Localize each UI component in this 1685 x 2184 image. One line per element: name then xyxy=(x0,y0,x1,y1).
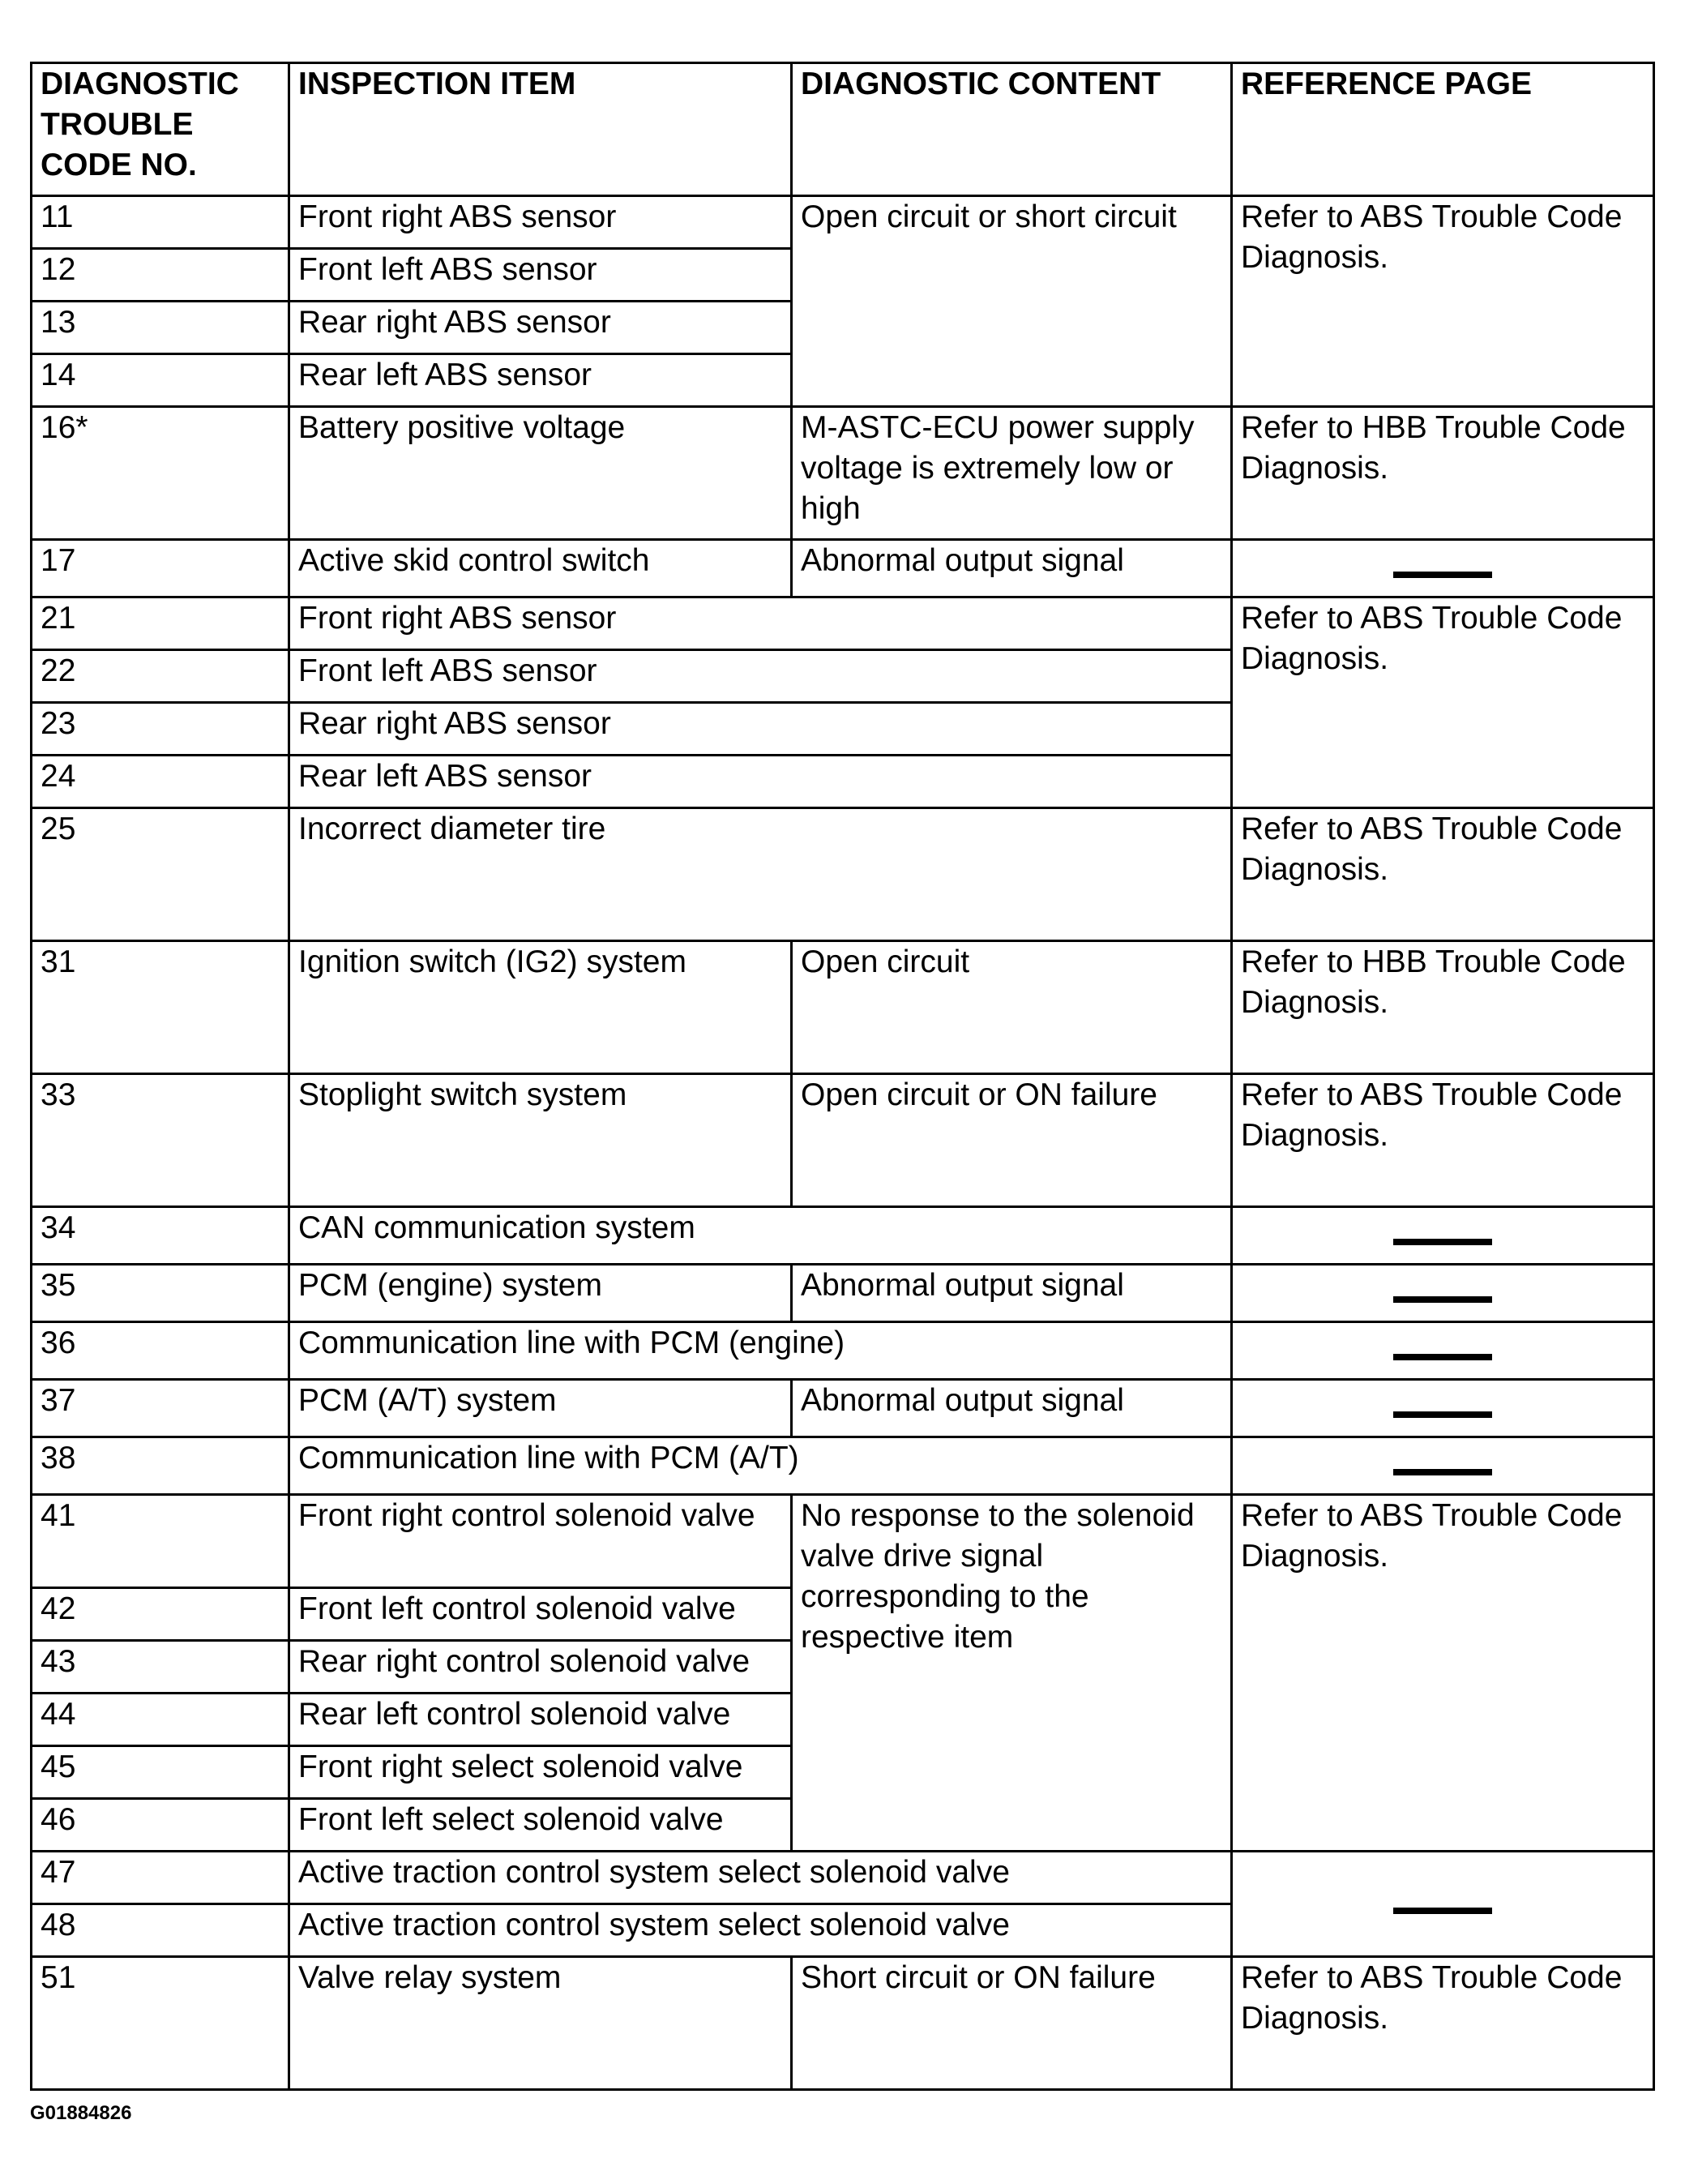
code-cell: 51 xyxy=(32,1957,289,2090)
header-inspection-item: INSPECTION ITEM xyxy=(289,63,792,196)
reference-cell xyxy=(1232,1852,1654,1957)
reference-cell xyxy=(1232,1265,1654,1322)
table-row xyxy=(32,407,1654,540)
item-cell: Rear right ABS sensor xyxy=(289,302,792,354)
dash-mark xyxy=(1393,1469,1492,1475)
code-cell: 14 xyxy=(32,354,289,407)
dash-mark xyxy=(1393,1411,1492,1418)
table-row xyxy=(32,1957,1654,2090)
reference-cell xyxy=(1232,540,1654,597)
item-cell: Active traction control system select solenoid valve xyxy=(289,1852,1232,1904)
item-cell: Battery positive voltage xyxy=(289,407,792,540)
dash-mark xyxy=(1393,1354,1492,1360)
code-cell: 13 xyxy=(32,302,289,354)
item-cell: Front right control solenoid valve xyxy=(289,1495,792,1588)
item-cell: Valve relay system xyxy=(289,1957,792,2090)
dash-mark xyxy=(1393,572,1492,578)
code-cell: 46 xyxy=(32,1799,289,1852)
content-cell: M-ASTC-ECU power supply voltage is extremely low or high xyxy=(792,407,1232,540)
reference-cell: Refer to ABS Trouble Code Diagnosis. xyxy=(1232,196,1654,407)
reference-cell xyxy=(1232,1207,1654,1265)
code-cell: 17 xyxy=(32,540,289,597)
header-reference-page: REFERENCE PAGE xyxy=(1232,63,1654,196)
item-cell: Stoplight switch system xyxy=(289,1074,792,1207)
item-cell: Active traction control system select solenoid valve xyxy=(289,1904,1232,1957)
item-cell: Front right select solenoid valve xyxy=(289,1746,792,1799)
code-cell: 36 xyxy=(32,1322,289,1380)
reference-cell xyxy=(1232,1380,1654,1437)
header-diagnostic-content: DIAGNOSTIC CONTENT xyxy=(792,63,1232,196)
table-row xyxy=(32,1437,1654,1495)
reference-cell: Refer to HBB Trouble Code Diagnosis. xyxy=(1232,407,1654,540)
table-row xyxy=(32,1852,1654,1904)
table-row xyxy=(32,1207,1654,1265)
code-cell: 45 xyxy=(32,1746,289,1799)
code-cell: 16* xyxy=(32,407,289,540)
table-row xyxy=(32,540,1654,597)
code-cell: 22 xyxy=(32,650,289,703)
figure-id: G01884826 xyxy=(30,2102,132,2124)
table-row xyxy=(32,941,1654,1074)
content-cell: Open circuit or short circuit xyxy=(792,196,1232,407)
item-cell: CAN communication system xyxy=(289,1207,1232,1265)
item-cell: Rear right control solenoid valve xyxy=(289,1641,792,1694)
item-cell: Front left ABS sensor xyxy=(289,650,1232,703)
content-cell: Abnormal output signal xyxy=(792,540,1232,597)
reference-cell: Refer to ABS Trouble Code Diagnosis. xyxy=(1232,1495,1654,1852)
table-row xyxy=(32,1265,1654,1322)
item-cell: Incorrect diameter tire xyxy=(289,808,1232,941)
table-row xyxy=(32,1495,1654,1588)
code-cell: 47 xyxy=(32,1852,289,1904)
header-row xyxy=(32,63,1654,196)
table-row xyxy=(32,1380,1654,1437)
table-row xyxy=(32,1322,1654,1380)
item-cell: Rear left ABS sensor xyxy=(289,756,1232,808)
table-row xyxy=(32,196,1654,249)
item-cell: Communication line with PCM (A/T) xyxy=(289,1437,1232,1495)
code-cell: 33 xyxy=(32,1074,289,1207)
table-row xyxy=(32,597,1654,650)
dtc-table xyxy=(30,62,1655,2091)
code-cell: 25 xyxy=(32,808,289,941)
code-cell: 48 xyxy=(32,1904,289,1957)
reference-cell: Refer to HBB Trouble Code Diagnosis. xyxy=(1232,941,1654,1074)
item-cell: Front left ABS sensor xyxy=(289,249,792,302)
content-cell: Open circuit xyxy=(792,941,1232,1074)
code-cell: 35 xyxy=(32,1265,289,1322)
code-cell: 23 xyxy=(32,703,289,756)
reference-cell: Refer to ABS Trouble Code Diagnosis. xyxy=(1232,1074,1654,1207)
item-cell: Active skid control switch xyxy=(289,540,792,597)
item-cell: Communication line with PCM (engine) xyxy=(289,1322,1232,1380)
code-cell: 37 xyxy=(32,1380,289,1437)
code-cell: 44 xyxy=(32,1694,289,1746)
dash-mark xyxy=(1393,1908,1492,1914)
code-cell: 38 xyxy=(32,1437,289,1495)
item-cell: Front right ABS sensor xyxy=(289,196,792,249)
dash-mark xyxy=(1393,1239,1492,1245)
reference-cell xyxy=(1232,1437,1654,1495)
item-cell: Rear right ABS sensor xyxy=(289,703,1232,756)
reference-cell: Refer to ABS Trouble Code Diagnosis. xyxy=(1232,597,1654,808)
content-cell: No response to the solenoid valve drive signal corresponding to the respective item xyxy=(792,1495,1232,1852)
item-cell: Ignition switch (IG2) system xyxy=(289,941,792,1074)
dash-mark xyxy=(1393,1296,1492,1303)
code-cell: 11 xyxy=(32,196,289,249)
code-cell: 24 xyxy=(32,756,289,808)
table-row xyxy=(32,1074,1654,1207)
item-cell: Rear left control solenoid valve xyxy=(289,1694,792,1746)
reference-cell xyxy=(1232,1322,1654,1380)
content-cell: Short circuit or ON failure xyxy=(792,1957,1232,2090)
code-cell: 31 xyxy=(32,941,289,1074)
header-code xyxy=(32,63,289,196)
table-row xyxy=(32,808,1654,941)
code-cell: 41 xyxy=(32,1495,289,1588)
content-cell: Open circuit or ON failure xyxy=(792,1074,1232,1207)
content-cell: Abnormal output signal xyxy=(792,1380,1232,1437)
item-cell: PCM (engine) system xyxy=(289,1265,792,1322)
item-cell: PCM (A/T) system xyxy=(289,1380,792,1437)
code-cell: 12 xyxy=(32,249,289,302)
header-code-text: DIAGNOSTIC TROUBLE CODE NO. xyxy=(41,66,239,182)
item-cell: Front right ABS sensor xyxy=(289,597,1232,650)
reference-cell: Refer to ABS Trouble Code Diagnosis. xyxy=(1232,1957,1654,2090)
code-cell: 21 xyxy=(32,597,289,650)
content-cell: Abnormal output signal xyxy=(792,1265,1232,1322)
item-cell: Front left select solenoid valve xyxy=(289,1799,792,1852)
code-cell: 34 xyxy=(32,1207,289,1265)
code-cell: 42 xyxy=(32,1588,289,1641)
reference-cell: Refer to ABS Trouble Code Diagnosis. xyxy=(1232,808,1654,941)
item-cell: Rear left ABS sensor xyxy=(289,354,792,407)
code-cell: 43 xyxy=(32,1641,289,1694)
item-cell: Front left control solenoid valve xyxy=(289,1588,792,1641)
